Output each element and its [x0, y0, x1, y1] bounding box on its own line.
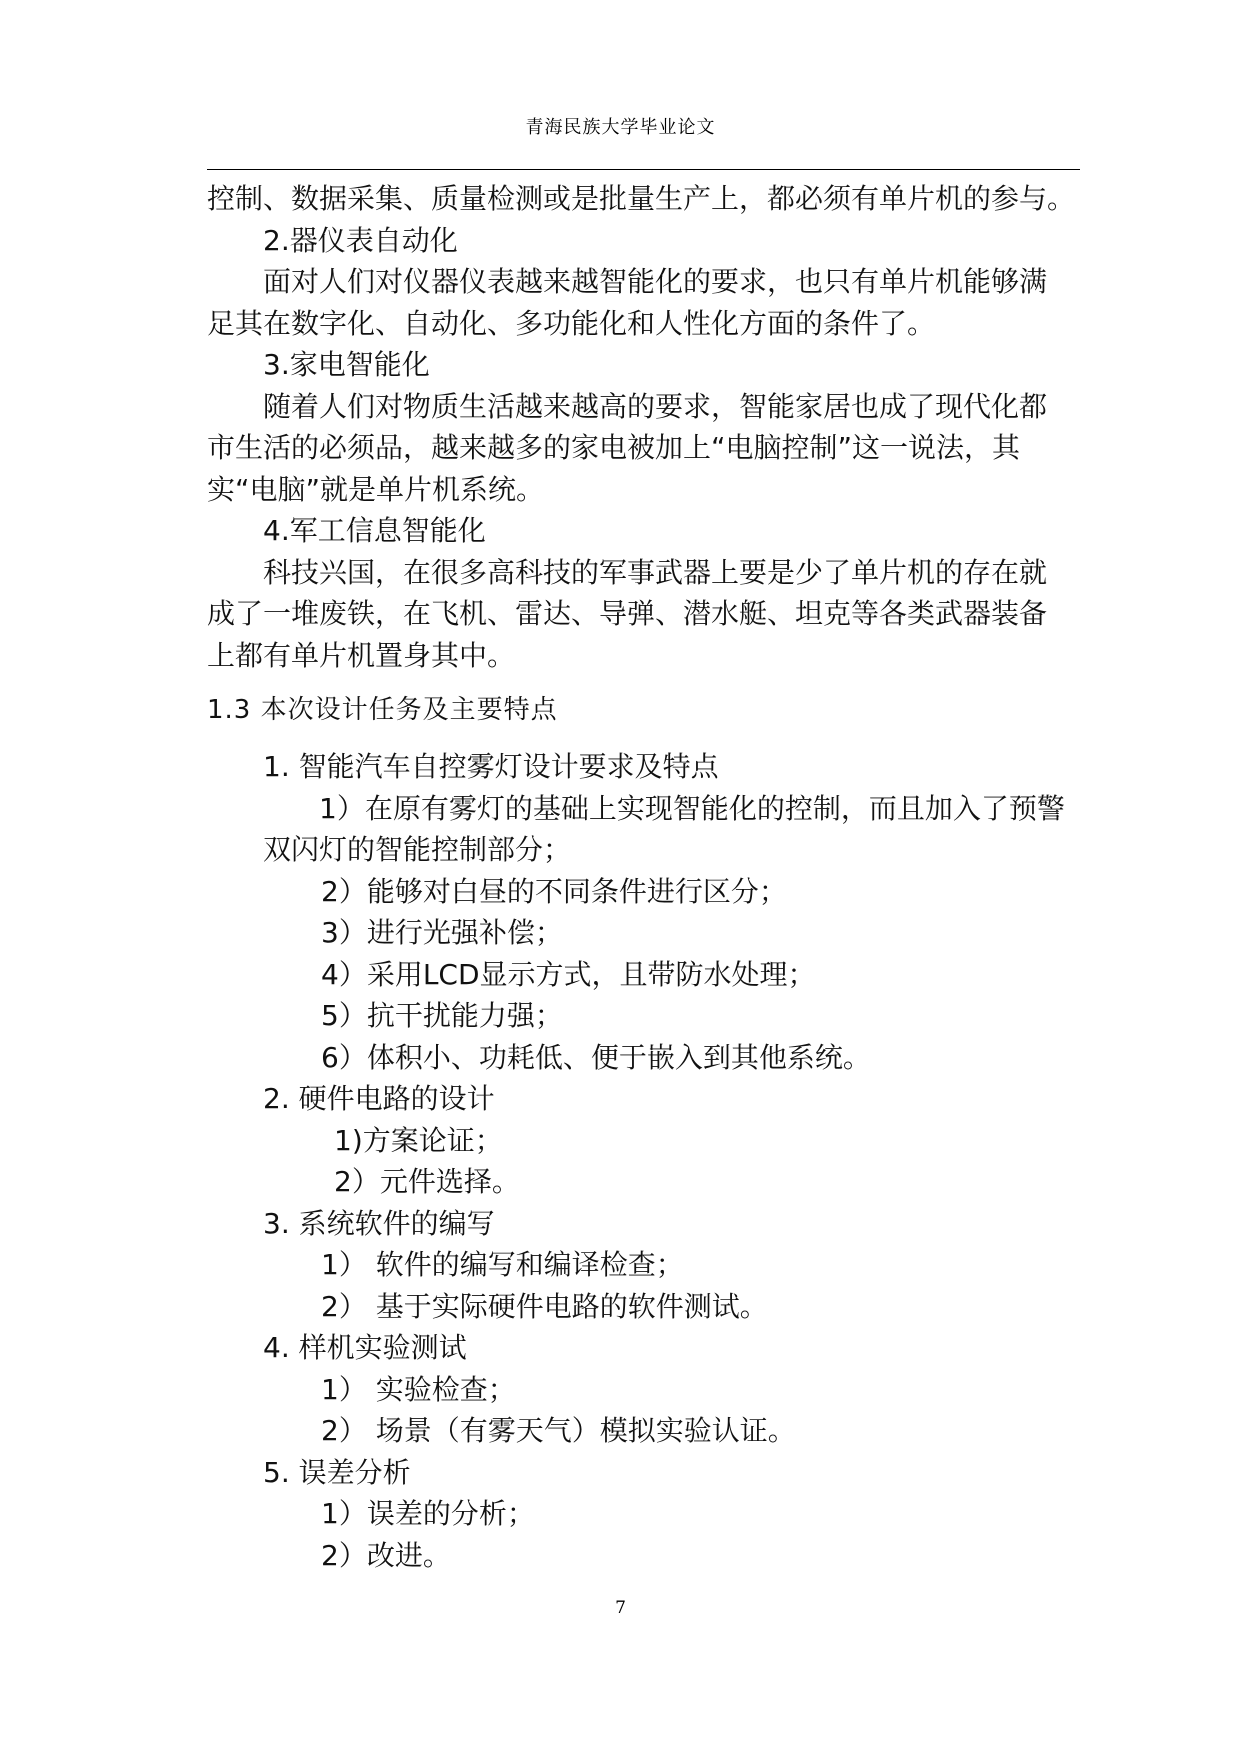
text-line: 2. 硬件电路的设计	[263, 1082, 495, 1115]
text-line: 2）改进。	[321, 1538, 451, 1572]
text-line: 控制、数据采集、质量检测或是批量生产上，都必须有单片机的参与。	[207, 182, 1076, 215]
text-line: 1. 智能汽车自控雾灯设计要求及特点	[263, 750, 719, 783]
bottom-paragraphs	[207, 746, 1080, 1576]
text-line: 2）元件选择。	[334, 1165, 520, 1198]
text-line: 5）抗干扰能力强；	[321, 999, 563, 1032]
text-line: 4. 样机实验测试	[263, 1331, 467, 1364]
text-line: 4.军工信息智能化	[263, 514, 486, 547]
text-line: 6）体积小、功耗低、便于嵌入到其他系统。	[321, 1040, 871, 1074]
text-line: 3. 系统软件的编写	[263, 1206, 495, 1240]
spacer	[207, 736, 1080, 746]
header-rule	[207, 169, 1080, 170]
text-line: 2） 场景（有雾天气）模拟实验认证。	[321, 1414, 796, 1447]
text-line: 3.家电智能化	[263, 348, 430, 381]
text-line: 1） 软件的编写和编译检查；	[321, 1248, 684, 1281]
text-line: 实“电脑”就是单片机系统。	[207, 472, 545, 506]
page-number: 7	[615, 1598, 626, 1618]
text-line: 1)方案论证；	[334, 1123, 503, 1157]
text-line: 上都有单片机置身其中。	[207, 638, 516, 672]
running-header-title: 青海民族大学毕业论文	[525, 117, 716, 138]
text-line: 成了一堆废铁，在飞机、雷达、导弹、潜水艇、坦克等各类武器装备	[207, 597, 1048, 630]
text-line: 1）在原有雾灯的基础上实现智能化的控制，而且加入了预警	[319, 791, 1065, 825]
text-line: 4）采用LCD显示方式，且带防水处理；	[321, 957, 816, 991]
spacer	[207, 676, 1080, 684]
text-line: 面对人们对仪器仪表越来越智能化的要求，也只有单片机能够满	[263, 265, 1048, 298]
text-line: 3）进行光强补偿；	[321, 916, 563, 949]
body-text	[207, 178, 1080, 1576]
text-line: 5. 误差分析	[263, 1455, 411, 1489]
text-line: 随着人们对物质生活越来越高的要求，智能家居也成了现代化都	[263, 389, 1048, 423]
text-line: 2）能够对白昼的不同条件进行区分；	[321, 874, 787, 908]
text-line: 1） 实验检查；	[321, 1372, 516, 1406]
text-line: 足其在数字化、自动化、多功能化和人性化方面的条件了。	[207, 306, 936, 340]
top-paragraphs	[207, 178, 1080, 676]
text-line: 双闪灯的智能控制部分；	[263, 833, 572, 866]
section-heading: 1.3 本次设计任务及主要特点	[207, 695, 558, 725]
text-line: 科技兴国，在很多高科技的军事武器上要是少了单片机的存在就	[263, 555, 1048, 589]
text-line: 1）误差的分析；	[321, 1497, 535, 1530]
text-line: 2） 基于实际硬件电路的软件测试。	[321, 1289, 768, 1323]
text-line: 市生活的必须品，越来越多的家电被加上“电脑控制”这一说法，其	[207, 431, 1021, 464]
text-line: 2.器仪表自动化	[263, 223, 458, 257]
